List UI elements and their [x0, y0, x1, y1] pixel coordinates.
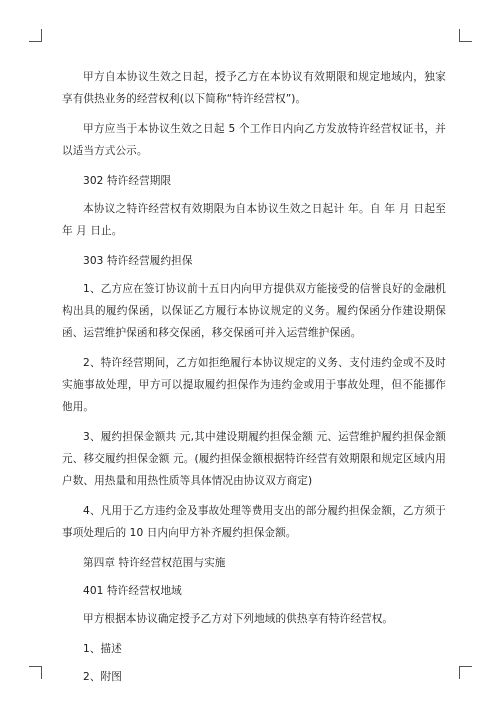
crop-mark-bottom-left — [29, 666, 42, 679]
paragraph-guarantee-2: 2、特许经营期间，乙方如拒绝履行本协议规定的义务、支付违约金或不及时实施事故处理，甲方可以提取履约担保作为违约金或用于事故处理，但不能挪作他用。 — [62, 357, 446, 413]
section-heading-303: 303 特许经营履约担保 — [83, 255, 193, 267]
crop-mark-top-right — [459, 29, 472, 42]
list-item-attached-map: 2、附图 — [83, 671, 122, 683]
paragraph-territory: 甲方根据本协议确定授予乙方对下列地域的供热享有特许经营权。 — [83, 613, 394, 625]
section-heading-302: 302 特许经营期限 — [83, 175, 172, 187]
paragraph-term: 本协议之特许经营权有效期限为自本协议生效之日起计 年。自 年 月 日起至 年 月 日止。 — [62, 203, 446, 237]
paragraph-certificate: 甲方应当于本协议生效之日起 5 个工作日内向乙方发放特许经营权证书，并以适当方式公示。 — [62, 123, 446, 157]
crop-mark-bottom-right — [459, 666, 472, 679]
document-body — [62, 66, 446, 694]
chapter-heading-4: 第四章 特许经营权范围与实施 — [83, 557, 226, 569]
paragraph-guarantee-4: 4、凡用于乙方违约金及事故处理等费用支出的部分履约担保金额，乙方须于事项处理后的 10 日内向甲方补齐履约担保金额。 — [62, 505, 446, 539]
paragraph-grant-rights: 甲方自本协议生效之日起，授予乙方在本协议有效期限和规定地域内，独家享有供热业务的经营权利(以下简称“特许经营权”)。 — [62, 71, 446, 105]
paragraph-guarantee-3: 3、履约担保金额共 元,其中建设期履约担保金额 元、运营维护履约担保金额 元、移交履约担保金额 元。(履约担保金额根据特许经营有效期限和规定区域内用户数、用热量和用热性质等具体情况由协议双方商定) — [62, 431, 446, 487]
section-heading-401: 401 特许经营权地域 — [83, 585, 182, 597]
list-item-description: 1、描述 — [83, 643, 122, 655]
crop-mark-top-left — [29, 29, 42, 42]
paragraph-guarantee-1: 1、乙方应在签订协议前十五日内向甲方提供双方能接受的信誉良好的金融机构出具的履约保函，以保证乙方履行本协议规定的义务。履约保函分作建设期保函、运营维护保函和移交保函，移交保函可并入运营维护保函。 — [62, 283, 446, 339]
